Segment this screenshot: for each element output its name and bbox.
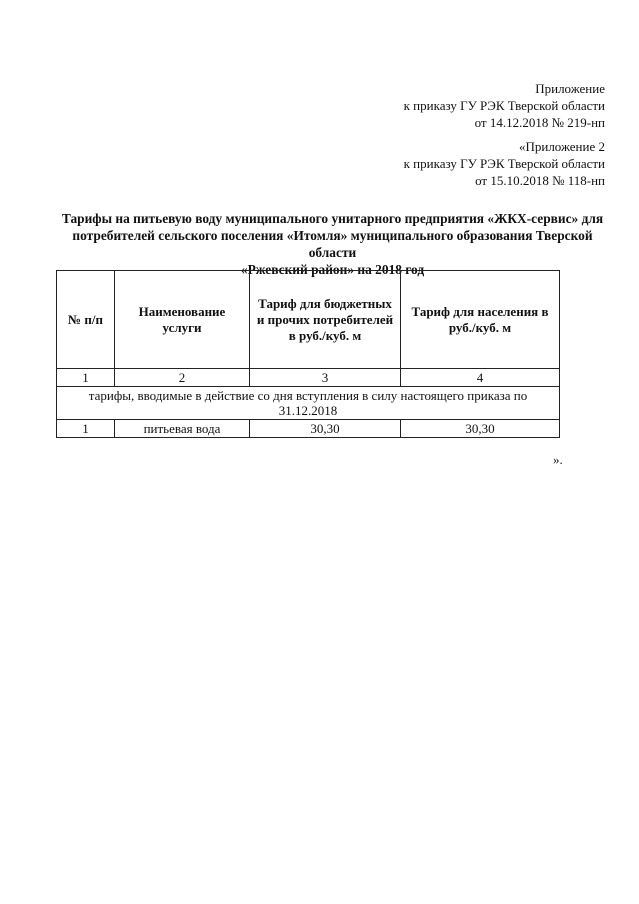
tariff-table <box>56 270 560 438</box>
appendix-current-date: от 14.12.2018 № 219-нп <box>474 115 605 130</box>
column-number-row <box>57 369 560 387</box>
appendix-current <box>404 80 605 131</box>
row-tariff-population: 30,30 <box>401 420 560 438</box>
row-service: питьевая вода <box>115 420 250 438</box>
appendix-current-order: к приказу ГУ РЭК Тверской области <box>403 98 605 113</box>
appendix-current-title: Приложение <box>535 81 605 96</box>
column-number-1: 1 <box>57 369 115 387</box>
header-tariff-budget: Тариф для бюджетных и прочих потребителей в руб./куб. м <box>250 271 401 369</box>
row-number: 1 <box>57 420 115 438</box>
header-service: Наименование услуги <box>115 271 250 369</box>
document-title-line-3: «Ржевский район» на 2018 год <box>240 262 425 277</box>
document-title-line-1: Тарифы на питьевую воду муниципального унитарного предприятия «ЖКХ-сервис» для <box>61 211 604 226</box>
header-number: № п/п <box>57 271 115 369</box>
period-note-row <box>57 387 560 420</box>
appendix-previous-title: «Приложение 2 <box>518 139 605 154</box>
closing-quote-mark: ». <box>553 452 563 467</box>
column-number-2: 2 <box>115 369 250 387</box>
column-number-4: 4 <box>401 369 560 387</box>
appendix-previous-order: к приказу ГУ РЭК Тверской области <box>403 156 605 171</box>
appendix-previous-date: от 15.10.2018 № 118-нп <box>475 173 605 188</box>
appendix-previous <box>404 138 605 189</box>
table-header-row <box>57 271 560 369</box>
period-note: тарифы, вводимые в действие со дня вступления в силу настоящего приказа по 31.12.2018 <box>57 387 560 420</box>
table-row <box>57 420 560 438</box>
row-tariff-budget: 30,30 <box>250 420 401 438</box>
document-title-line-2: потребителей сельского поселения «Итомля» муниципального образования Тверской области <box>72 228 593 260</box>
column-number-3: 3 <box>250 369 401 387</box>
header-tariff-population: Тариф для населения в руб./куб. м <box>401 271 560 369</box>
document-title <box>50 210 615 278</box>
